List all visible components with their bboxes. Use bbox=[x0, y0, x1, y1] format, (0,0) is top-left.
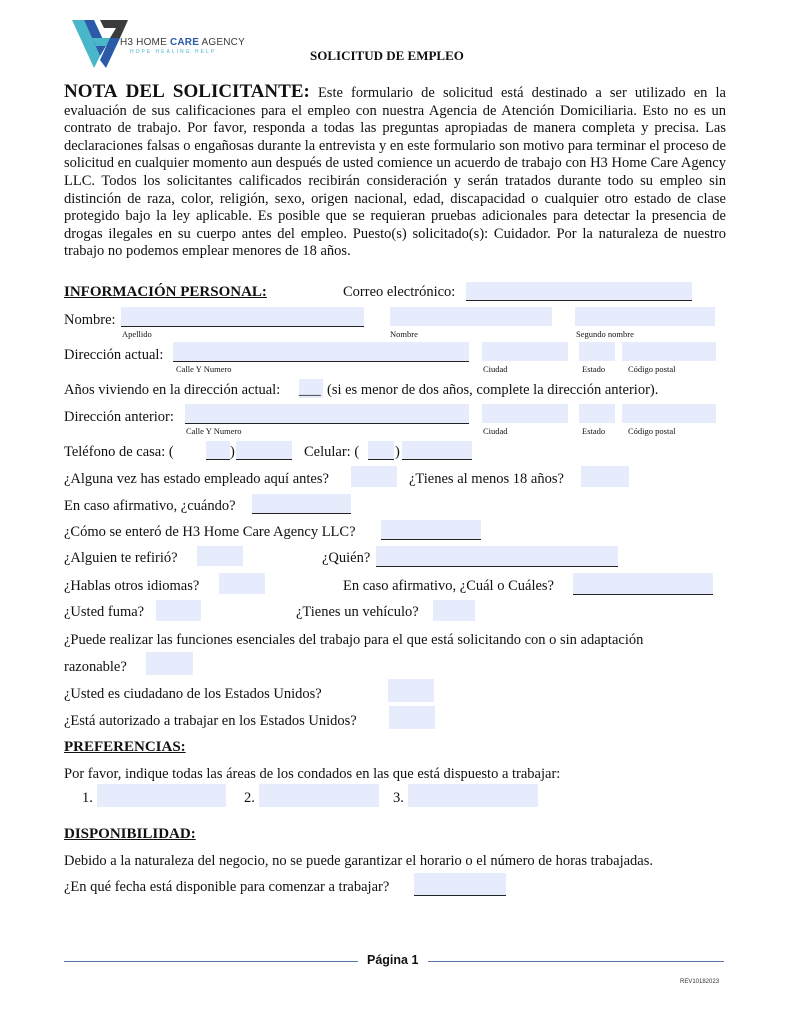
logo-brand: H3 HOME CARE AGENCY bbox=[120, 37, 245, 48]
how-heard-field[interactable] bbox=[381, 520, 481, 540]
years-label: Años viviendo en la dirección actual: bbox=[64, 382, 281, 398]
personal-info-heading: INFORMACIÓN PERSONAL: bbox=[64, 284, 267, 300]
company-logo bbox=[70, 16, 245, 72]
citizen-field[interactable] bbox=[388, 679, 434, 702]
cell-label: Celular: ( bbox=[304, 444, 360, 460]
middle-name-caption: Segundo nombre bbox=[576, 329, 634, 339]
applicant-note-lead: NOTA DEL SOLICITANTE: bbox=[64, 81, 310, 102]
previous-zip-caption: Código postal bbox=[628, 426, 676, 436]
footer-rule-left bbox=[64, 961, 358, 962]
previous-zip-field[interactable] bbox=[622, 404, 716, 423]
home-phone-label: Teléfono de casa: ( bbox=[64, 444, 174, 460]
citizen-label: ¿Usted es ciudadano de los Estados Unidos? bbox=[64, 686, 322, 702]
referred-field[interactable] bbox=[197, 546, 243, 566]
current-zip-caption: Código postal bbox=[628, 364, 676, 374]
county-3-field[interactable] bbox=[408, 784, 538, 807]
current-city-field[interactable] bbox=[482, 342, 568, 361]
previous-city-caption: Ciudad bbox=[483, 426, 508, 436]
home-phone-close: ) bbox=[230, 444, 235, 460]
functions-label-line2: razonable? bbox=[64, 659, 127, 675]
name-label: Nombre: bbox=[64, 312, 116, 328]
email-label: Correo electrónico: bbox=[343, 284, 456, 300]
applicant-note bbox=[64, 83, 726, 261]
vehicle-field[interactable] bbox=[433, 600, 475, 621]
middle-name-field[interactable] bbox=[575, 307, 715, 326]
availability-heading: DISPONIBILIDAD: bbox=[64, 826, 196, 842]
home-phone-area-field[interactable] bbox=[206, 441, 230, 460]
county-1-label: 1. bbox=[82, 790, 93, 806]
last-name-caption: Apellido bbox=[122, 329, 152, 339]
when-label: En caso afirmativo, ¿cuándo? bbox=[64, 498, 236, 514]
previous-state-caption: Estado bbox=[582, 426, 606, 436]
current-street-caption: Calle Y Numero bbox=[176, 364, 232, 374]
availability-text: Debido a la naturaleza del negocio, no se puede garantizar el horario o el número de horas trabajadas. bbox=[64, 853, 654, 869]
cell-phone-field[interactable] bbox=[402, 441, 472, 460]
footer-rule-right bbox=[428, 961, 724, 962]
languages-field[interactable] bbox=[219, 573, 265, 594]
when-field[interactable] bbox=[252, 494, 351, 514]
years-note: (si es menor de dos años, complete la dirección anterior). bbox=[327, 382, 659, 398]
current-state-caption: Estado bbox=[582, 364, 606, 374]
vehicle-label: ¿Tienes un vehículo? bbox=[296, 604, 419, 620]
current-zip-field[interactable] bbox=[622, 342, 716, 361]
county-3-label: 3. bbox=[393, 790, 404, 806]
preferences-heading: PREFERENCIAS: bbox=[64, 739, 186, 755]
revision-code: REV10182023 bbox=[680, 979, 720, 985]
applicant-note-body: Este formulario de solicitud está destinado a ser utilizado en la evaluación de sus calificaciones para el empleo con nuestra Agencia de Atención Domiciliaria. Esto no es un contrato de trabajo. Por favor, responda a todas las preguntas apropiadas de manera completa y precisa. Las declaraciones falsas o engañosas durante la entrevista y en este formulario son motivo para terminar el proceso de solicitud en cualquier momento aun después de usted comience un acuerdo de trabajo con H3 Home Care Agency LLC. Todos los solicitantes calificados recibirán consideración y serán tratados durante todo su empleo sin distinción de raza, color, religión, sexo, origen nacional, edad, discapacidad o cualquier otro estado de clase protegido bajo la ley aplicable. Es posible que se requieran pruebas adicionales para detectar la presencia de drogas ilegales en su cuerpo antes del empleo. Puesto(s) solicitado(s): Cuidador. Por la naturaleza de nuestro trabajo no podemos emplear menores de 18 años. bbox=[64, 85, 726, 260]
cell-close: ) bbox=[395, 444, 400, 460]
which-languages-field[interactable] bbox=[573, 573, 713, 595]
logo-tagline: HOPE HEALING HELP bbox=[130, 49, 216, 55]
over-18-field[interactable] bbox=[581, 466, 629, 487]
last-name-field[interactable] bbox=[121, 307, 364, 327]
years-blank: ___ bbox=[299, 382, 321, 398]
current-street-field[interactable] bbox=[173, 342, 469, 362]
previous-address-label: Dirección anterior: bbox=[64, 409, 174, 425]
preferences-text: Por favor, indique todas las áreas de los condados en las que está dispuesto a trabajar: bbox=[64, 766, 561, 782]
which-languages-label: En caso afirmativo, ¿Cuál o Cuáles? bbox=[343, 578, 554, 594]
functions-label-line1: ¿Puede realizar las funciones esenciales del trabajo para el que está solicitando con o sin adaptación bbox=[64, 632, 644, 648]
who-label: ¿Quién? bbox=[322, 550, 371, 566]
current-state-field[interactable] bbox=[579, 342, 615, 361]
form-title: SOLICITUD DE EMPLEO bbox=[310, 48, 464, 63]
previous-state-field[interactable] bbox=[579, 404, 615, 423]
first-name-field[interactable] bbox=[390, 307, 552, 326]
start-date-field[interactable] bbox=[414, 873, 506, 896]
smoke-label: ¿Usted fuma? bbox=[64, 604, 145, 620]
email-field[interactable] bbox=[466, 282, 692, 301]
previous-city-field[interactable] bbox=[482, 404, 568, 423]
county-2-field[interactable] bbox=[259, 784, 379, 807]
previous-street-caption: Calle Y Numero bbox=[186, 426, 242, 436]
smoke-field[interactable] bbox=[156, 600, 201, 621]
languages-label: ¿Hablas otros idiomas? bbox=[64, 578, 200, 594]
county-2-label: 2. bbox=[244, 790, 255, 806]
first-name-caption: Nombre bbox=[390, 329, 418, 339]
employed-before-label: ¿Alguna vez has estado empleado aquí antes? bbox=[64, 471, 329, 487]
functions-field[interactable] bbox=[146, 652, 193, 675]
cell-area-field[interactable] bbox=[368, 441, 394, 460]
home-phone-field[interactable] bbox=[236, 441, 292, 460]
page-number: Página 1 bbox=[367, 953, 419, 967]
over-18-label: ¿Tienes al menos 18 años? bbox=[409, 471, 564, 487]
authorized-label: ¿Está autorizado a trabajar en los Estados Unidos? bbox=[64, 713, 357, 729]
current-address-label: Dirección actual: bbox=[64, 347, 164, 363]
who-field[interactable] bbox=[376, 546, 618, 567]
authorized-field[interactable] bbox=[389, 706, 435, 729]
current-city-caption: Ciudad bbox=[483, 364, 508, 374]
previous-street-field[interactable] bbox=[185, 404, 469, 424]
county-1-field[interactable] bbox=[97, 784, 226, 807]
how-heard-label: ¿Cómo se enteró de H3 Home Care Agency LLC? bbox=[64, 524, 356, 540]
employed-before-field[interactable] bbox=[351, 466, 397, 487]
start-date-label: ¿En qué fecha está disponible para comenzar a trabajar? bbox=[64, 879, 390, 895]
referred-label: ¿Alguien te refirió? bbox=[64, 550, 178, 566]
